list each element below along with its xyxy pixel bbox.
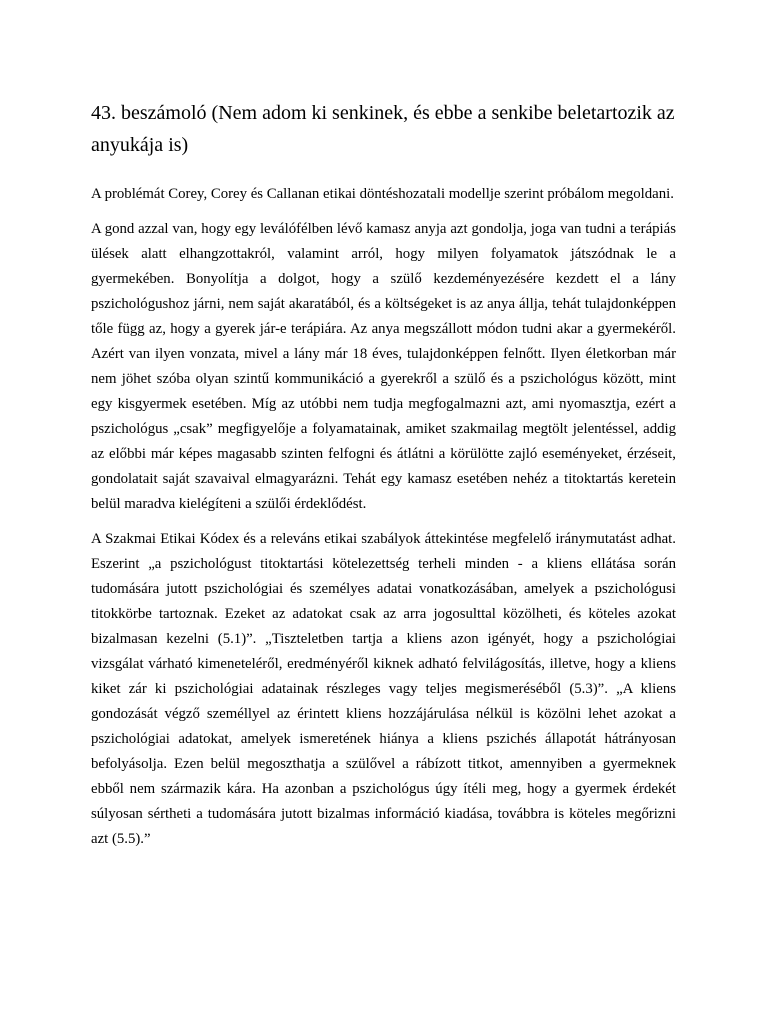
document-title: 43. beszámoló (Nem adom ki senkinek, és ebbe a senkibe beletartozik az anyukája is) <box>91 102 675 156</box>
paragraph-problem: A gond azzal van, hogy egy leválófélben lévő kamasz anyja azt gondolja, joga van tudni a terápiás ülések alatt elhangzottakról, valamint arról, hogy milyen folyamatok játszódnak le a gyermekében. Bonyolítja a dolgot, hogy a szülő kezdeményezésére kezdett el a lány pszichológushoz járni, nem saját akaratából, és a költségeket is az anya állja, tehát tulajdonképpen tőle függ az, hogy a gyerek jár-e terápiára. Az anya megszállott módon tudni akar a gyermekéről. Azért van ilyen vonzata, mivel a lány már 18 éves, tulajdonképpen felnőtt. Ilyen életkorban már nem jöhet szóba olyan szintű kommunikáció a gyerekről a szülő és a pszichológus között, mint egy kisgyermek esetében. Míg az utóbbi nem tudja megfogalmazni azt, ami nyomasztja, ezért a pszichológus „csak” megfigyelője a folyamatainak, amiket szakmailag megtölt jelentéssel, addig az előbbi már képes magasabb szinten felfogni és átlátni a körülötte zajló eseményeket, érzéseit, gondolatait saját szavaival elmagyarázni. Tehát egy kamasz esetében nehéz a titoktartás keretein belül maradva kielégíteni a szülői érdeklődést. <box>91 221 676 512</box>
paragraph-ethics-code: A Szakmai Etikai Kódex és a releváns etikai szabályok áttekintése megfelelő iránymutatást adhat. Eszerint „a pszichológust titoktartási kötelezettség terheli minden - a kliens ellátása során tudomására jutott pszichológiai és személyes adatai vonatkozásában, amelyek a pszichológusi titokkörbe tartoznak. Ezeket az adatokat csak az arra jogosulttal közölheti, és köteles azokat bizalmasan kezelni (5.1)”. „Tiszteletben tartja a kliens azon igényét, hogy a pszichológiai vizsgálat várható kimeneteléről, eredményéről kiknek adható felvilágosítás, illetve, hogy a kliens kiket zár ki pszichológiai adatainak részleges vagy teljes megismeréséből (5.3)”. „A kliens gondozását végző személlyel az érintett kliens hozzájárulása nélkül is közölni lehet azokat a pszichológiai adatokat, amelyek ismeretének hiánya a kliens pszichés állapotát hátrányosan befolyásolja. Ezen belül megoszthatja a szülővel a rábízott titkot, amennyiben a gyermeknek ebből nem származik kára. Ha azonban a pszichológus úgy ítéli meg, hogy a gyermek érdekét súlyosan sértheti a tudomására jutott bizalmas információ kiadása, továbbra is köteles megőrizni azt (5.5).” <box>91 531 676 847</box>
document-page <box>91 97 676 862</box>
paragraph-intro: A problémát Corey, Corey és Callanan etikai döntéshozatali modellje szerint próbálom megoldani. <box>91 186 674 202</box>
